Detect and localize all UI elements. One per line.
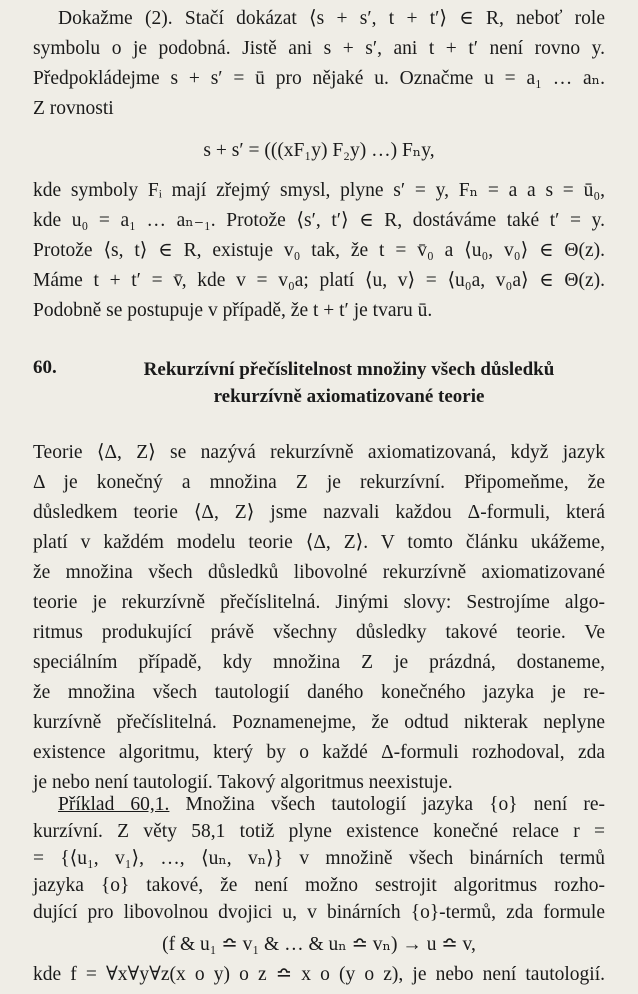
- section-title-line: rekurzívně axiomatizované teorie: [213, 386, 485, 407]
- text-line: kurzívní. Z věty 58,1 totiž plyne existence konečné relace r =: [33, 821, 605, 842]
- text-line: ritmus produkující právě všechny důsledky takové teorie. Ve: [33, 622, 605, 643]
- text-line: důsledkem teorie ⟨Δ, Z⟩ jsme nazvali každou Δ-formuli, která: [33, 502, 605, 523]
- text-line: Podobně se postupuje v případě, že t + t′ je tvaru ū.: [33, 300, 433, 321]
- text-line: že množina všech tautologií daného konečného jazyka je re-: [33, 682, 605, 703]
- display-formula: s + s′ = (((xF₁y) F₂y) …) Fₙy,: [203, 140, 435, 161]
- text-line: Z rovnosti: [33, 98, 114, 119]
- text-line: je nebo není tautologií. Takový algoritmus neexistuje.: [33, 772, 453, 793]
- text-line: kde u₀ = a₁ … aₙ₋₁. Protože ⟨s′, t′⟩ ∈ R, dostáváme také t′ = y.: [33, 210, 605, 231]
- text-line: Máme t + t′ = v̄, kde v = v₀a; platí ⟨u, v⟩ = ⟨u₀a, v₀a⟩ ∈ Θ(z).: [33, 270, 605, 291]
- text-line: symbolu o je podobná. Jistě ani s + s′, ani t + t′ není rovno y.: [33, 38, 605, 59]
- text-line: Δ je konečný a množina Z je rekurzívní. Připomeňme, že: [33, 472, 605, 493]
- text-line: Dokažme (2). Stačí dokázat ⟨s + s′, t + t′⟩ ∈ R, neboť role: [58, 8, 605, 29]
- text-line: kde f = ∀x∀y∀z(x o y) o z ≏ x o (y o z), je nebo není tautologií.: [33, 964, 605, 985]
- text-fragment: Množina všech tautologií jazyka {o} není re-: [169, 794, 605, 815]
- example-first-line: [58, 792, 605, 818]
- text-line: = {⟨u₁, v₁⟩, …, ⟨uₙ, vₙ⟩} v množině všech binárních termů: [33, 848, 605, 869]
- text-line: dující pro libovolnou dvojici u, v binárních {o}-termů, zda formule: [33, 902, 605, 923]
- text-line: kurzívně přečíslitelná. Poznamenejme, že odtud nikterak neplyne: [33, 712, 605, 733]
- section-number: 60.: [33, 357, 57, 378]
- text-line: existence algoritmu, který by o každé Δ-formuli rozhodoval, zda: [33, 742, 605, 763]
- text-line: že množina všech důsledků libovolné rekurzívně axiomatizované: [33, 562, 605, 583]
- section-title-line: Rekurzívní přečíslitelnost množiny všech důsledků: [143, 359, 555, 380]
- text-line: platí v každém modelu teorie ⟨Δ, Z⟩. V tomto článku ukážeme,: [33, 532, 605, 553]
- text-line: jazyka {o} takové, že není možno sestrojit algoritmus rozho-: [33, 875, 605, 896]
- text-line: Předpokládejme s + s′ = ū pro nějaké u. Označme u = a₁ … aₙ.: [33, 68, 605, 89]
- text-line: teorie je rekurzívně přečíslitelná. Jinými slovy: Sestrojíme algo-: [33, 592, 605, 613]
- display-formula: (f & u₁ ≏ v₁ & … & uₙ ≏ vₙ) → u ≏ v,: [162, 934, 476, 955]
- text-line: Teorie ⟨Δ, Z⟩ se nazývá rekurzívně axiomatizovaná, když jazyk: [33, 442, 605, 463]
- text-line: Protože ⟨s, t⟩ ∈ R, existuje v₀ tak, že t = v̄₀ a ⟨u₀, v₀⟩ ∈ Θ(z).: [33, 240, 605, 261]
- example-label: Příklad 60,1.: [58, 794, 170, 815]
- text-line: kde symboly Fᵢ mají zřejmý smysl, plyne s′ = y, Fₙ = a a s = ū₀,: [33, 180, 605, 201]
- text-line: speciálním případě, kdy množina Z je prázdná, dostaneme,: [33, 652, 605, 673]
